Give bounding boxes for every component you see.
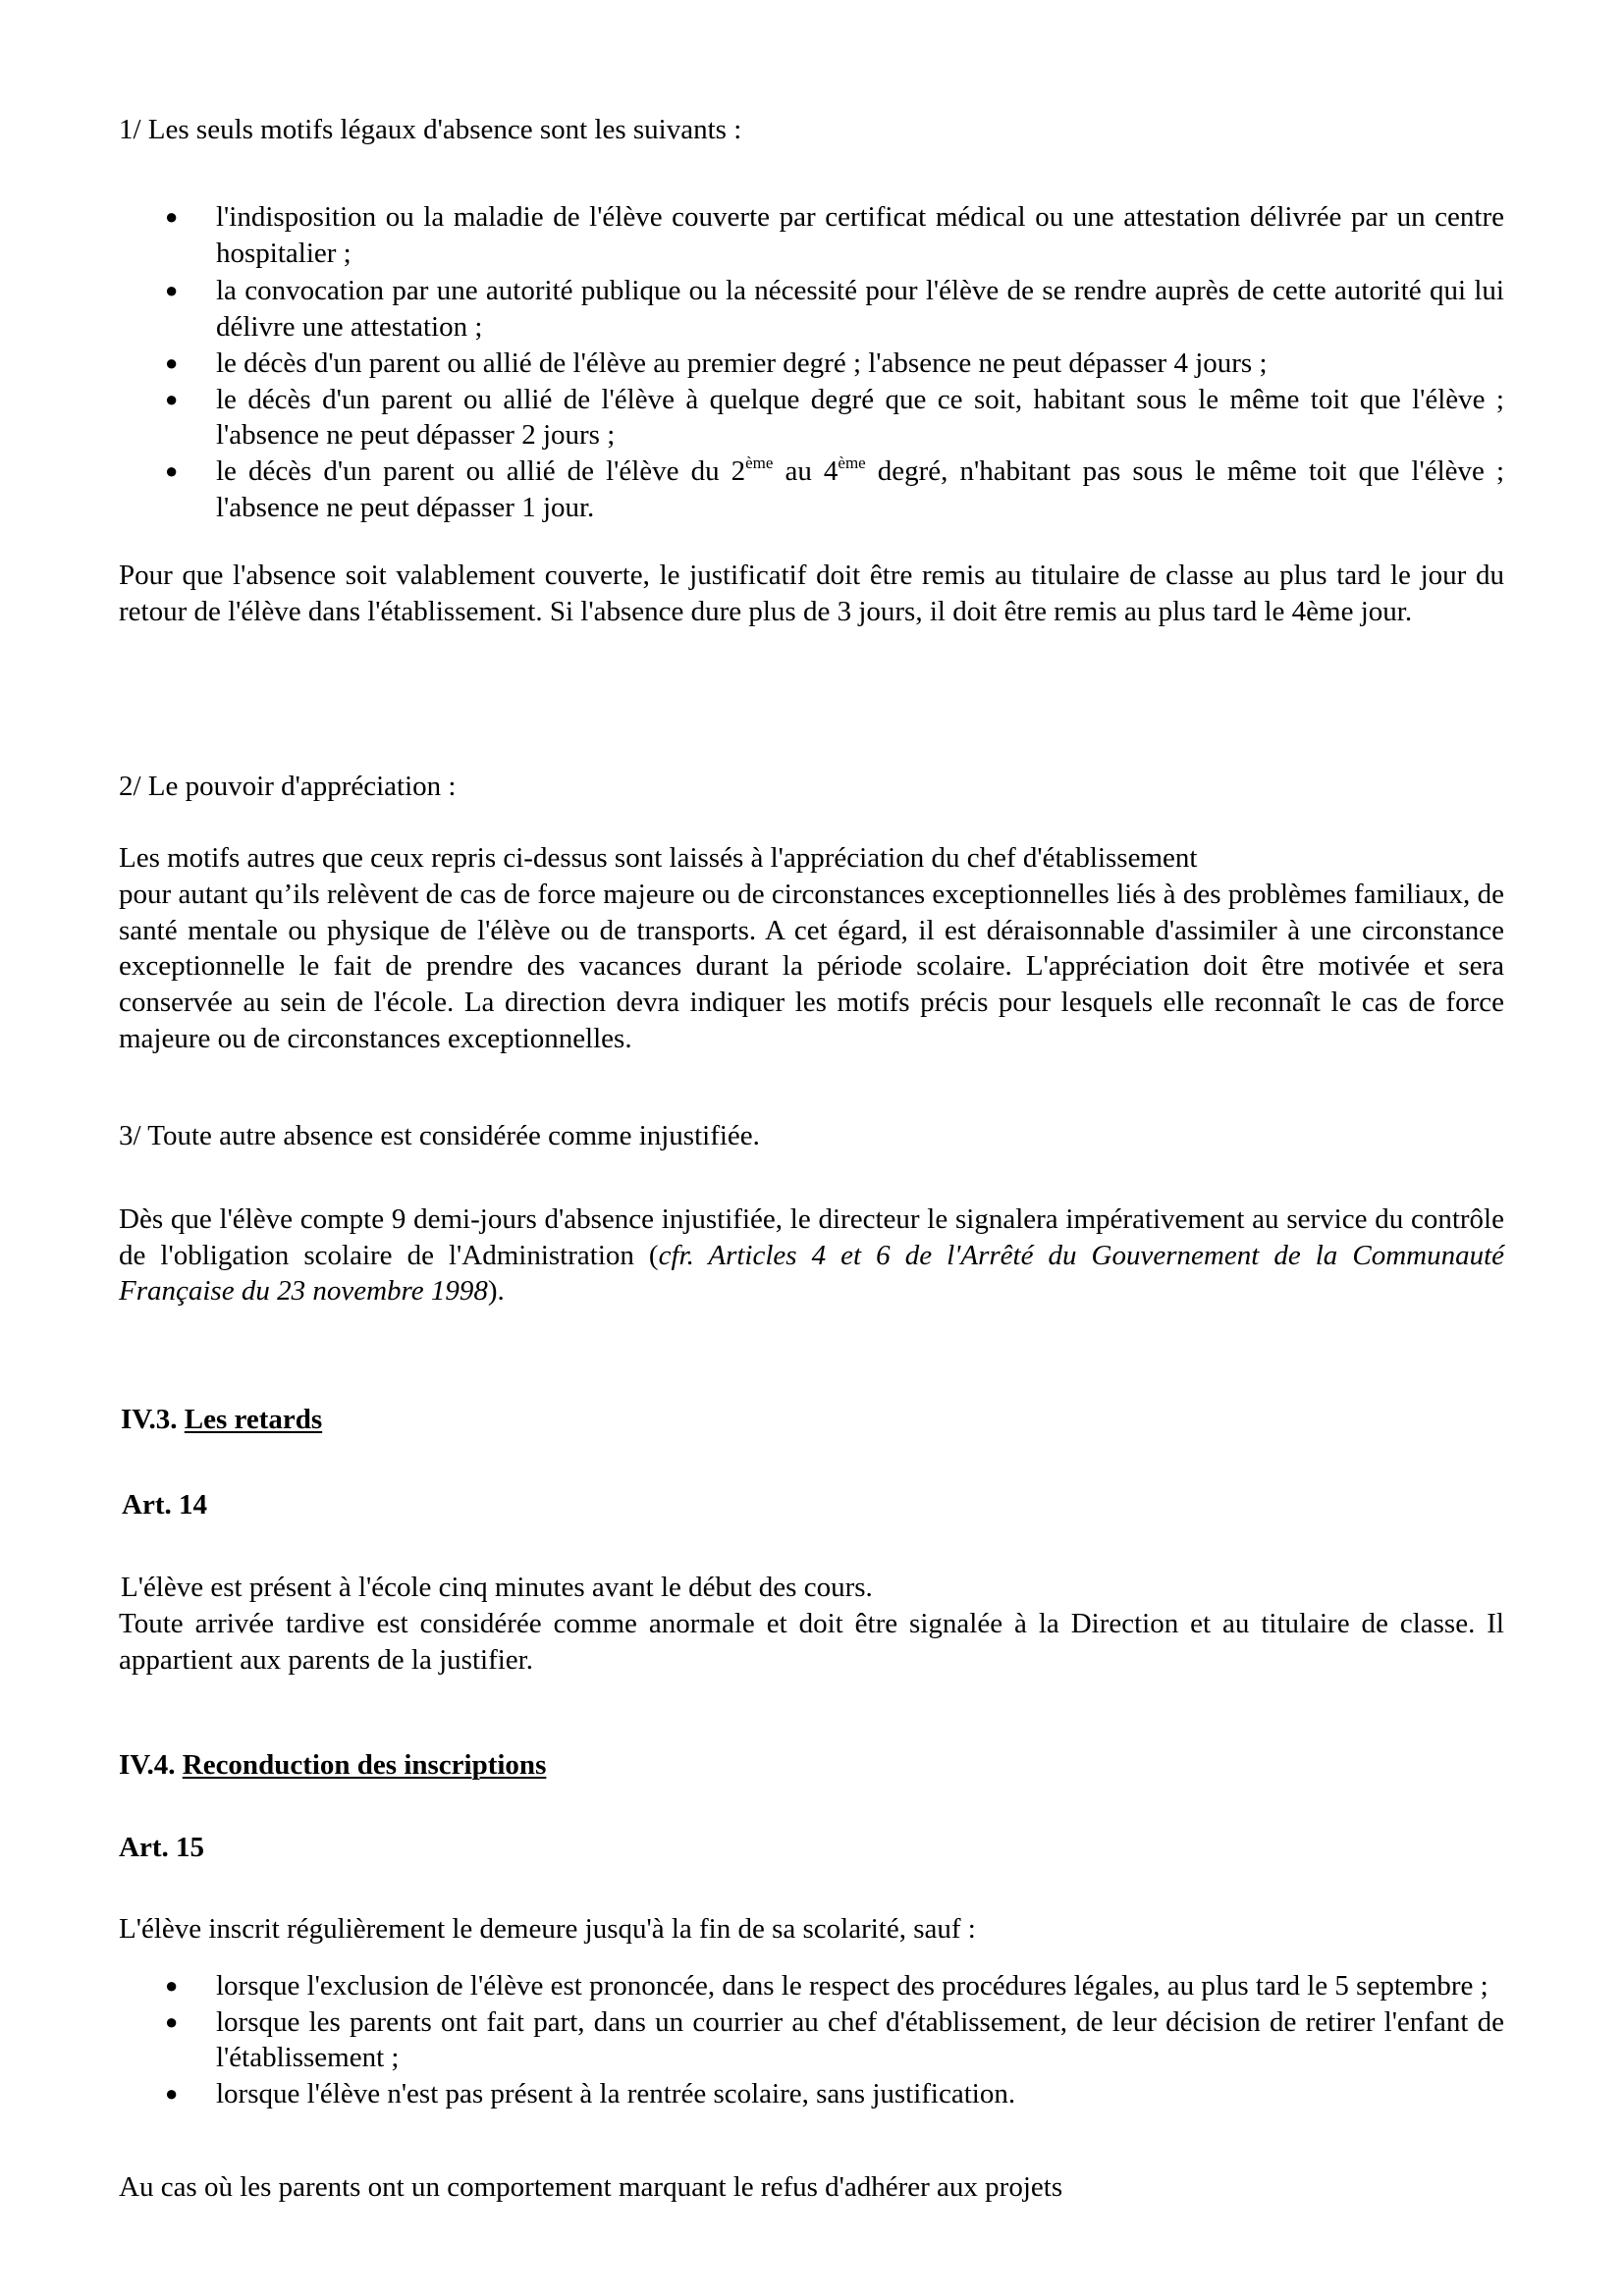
section-1-heading: 1/ Les seuls motifs légaux d'absence sont les suivants : (119, 114, 742, 145)
legal-absence-reasons-list (119, 199, 1504, 525)
bullet-icon: ● (165, 2008, 179, 2034)
bullet-icon: ● (165, 457, 179, 483)
section-iv3-title: Les retards (184, 1404, 323, 1435)
bullet-icon: ● (165, 386, 179, 411)
section-iv4-heading: IV.4. Reconduction des inscriptions (119, 1749, 547, 1781)
bullet-icon: ● (165, 204, 179, 229)
list-item: ● le décès d'un parent ou allié de l'élève au premier degré ; l'absence ne peut dépasser 4 jours ; (119, 346, 1504, 382)
list-item: ● la convocation par une autorité publique ou la nécessité pour l'élève de se rendre auprès de cette autorité qui lui délivre une attestation ; (165, 275, 1504, 344)
final-paragraph-start: Au cas où les parents ont un comportement marquant le refus d'adhérer aux projets (119, 2171, 1063, 2203)
enrollment-exceptions-list (119, 1968, 1504, 2112)
bullet-icon: ● (165, 278, 179, 303)
list-item: ● le décès d'un parent ou allié de l'élève du 2ème au 4ème degré, n'habitant pas sous le même toit que l'élève ; l'absence ne peut dépasser 1 jour. (165, 453, 1504, 523)
unjustified-absence-paragraph: Dès que l'élève compte 9 demi-jours d'absence injustifiée, le directeur le signalera impérativement au service du contrôle de l'obligation scolaire de l'Administration (cfr. Articles 4 et 6 de l'Arrêté du Gouvernement de la Communauté Française du 23 novembre 1998). (119, 1203, 1505, 1308)
justification-paragraph: Pour que l'absence soit valablement couverte, le justificatif doit être remis au titulaire de classe au plus tard le jour du retour de l'élève dans l'établissement. Si l'absence dure plus de 3 jours, il doit être remis au plus tard le 4ème jour. (119, 560, 1504, 627)
list-item: ● lorsque les parents ont fait part, dans un courrier au chef d'établissement, de leur décision de retirer l'enfant de l'établissement ; (165, 2005, 1504, 2074)
list-item: ● lorsque l'exclusion de l'élève est prononcée, dans le respect des procédures légales, au plus tard le 5 septembre ; (119, 1968, 1504, 2004)
bullet-icon: ● (165, 2081, 179, 2107)
section-2-heading: 2/ Le pouvoir d'appréciation : (119, 771, 457, 802)
superscript: ème (838, 453, 866, 472)
section-iv4-title: Reconduction des inscriptions (182, 1749, 547, 1781)
section-3-heading: 3/ Toute autre absence est considérée comme injustifiée. (119, 1120, 760, 1151)
appreciation-first-line: Les motifs autres que ceux repris ci-dessus sont laissés à l'appréciation du chef d'établissement (119, 842, 1198, 874)
article-15-heading: Art. 15 (119, 1832, 204, 1863)
list-item: ● l'indisposition ou la maladie de l'élève couverte par certificat médical ou une attestation délivrée par un centre hospitalier ; (165, 201, 1504, 269)
superscript: ème (745, 453, 774, 472)
legal-reference: cfr. Articles 4 et 6 de l'Arrêté du Gouvernement de la Communauté Française du 23 novembre 1998 (119, 1239, 1505, 1308)
appreciation-paragraph: pour autant qu’ils relèvent de cas de force majeure ou de circonstances exceptionnelles liés à des problèmes familiaux, de santé mentale ou physique de l'élève ou de transports. A cet égard, il est déraisonnable d'assimiler à une circonstance exceptionnelle le fait de prendre des vacances durant la période scolaire. L'appréciation doit être motivée et sera conservée au sein de l'école. La direction devra indiquer les motifs précis pour lesquels elle reconnaît le cas de force majeure ou de circonstances exceptionnelles. (119, 879, 1504, 1054)
punctuality-line: L'élève est présent à l'école cinq minutes avant le début des cours. (121, 1572, 873, 1603)
bullet-icon: ● (165, 1973, 179, 1998)
enrollment-intro: L'élève inscrit régulièrement le demeure jusqu'à la fin de sa scolarité, sauf : (119, 1913, 976, 1945)
late-arrival-paragraph: Toute arrivée tardive est considérée comme anormale et doit être signalée à la Direction et au titulaire de classe. Il appartient aux parents de la justifier. (119, 1608, 1504, 1676)
list-item: ● lorsque l'élève n'est pas présent à la rentrée scolaire, sans justification. (119, 2076, 1504, 2112)
section-iv3-heading: IV.3. Les retards (121, 1404, 323, 1435)
list-item: ● le décès d'un parent ou allié de l'élève à quelque degré que ce soit, habitant sous le même toit que l'élève ; l'absence ne peut dépasser 2 jours ; (165, 383, 1504, 452)
bullet-icon: ● (165, 349, 179, 375)
article-14-heading: Art. 14 (122, 1489, 207, 1521)
